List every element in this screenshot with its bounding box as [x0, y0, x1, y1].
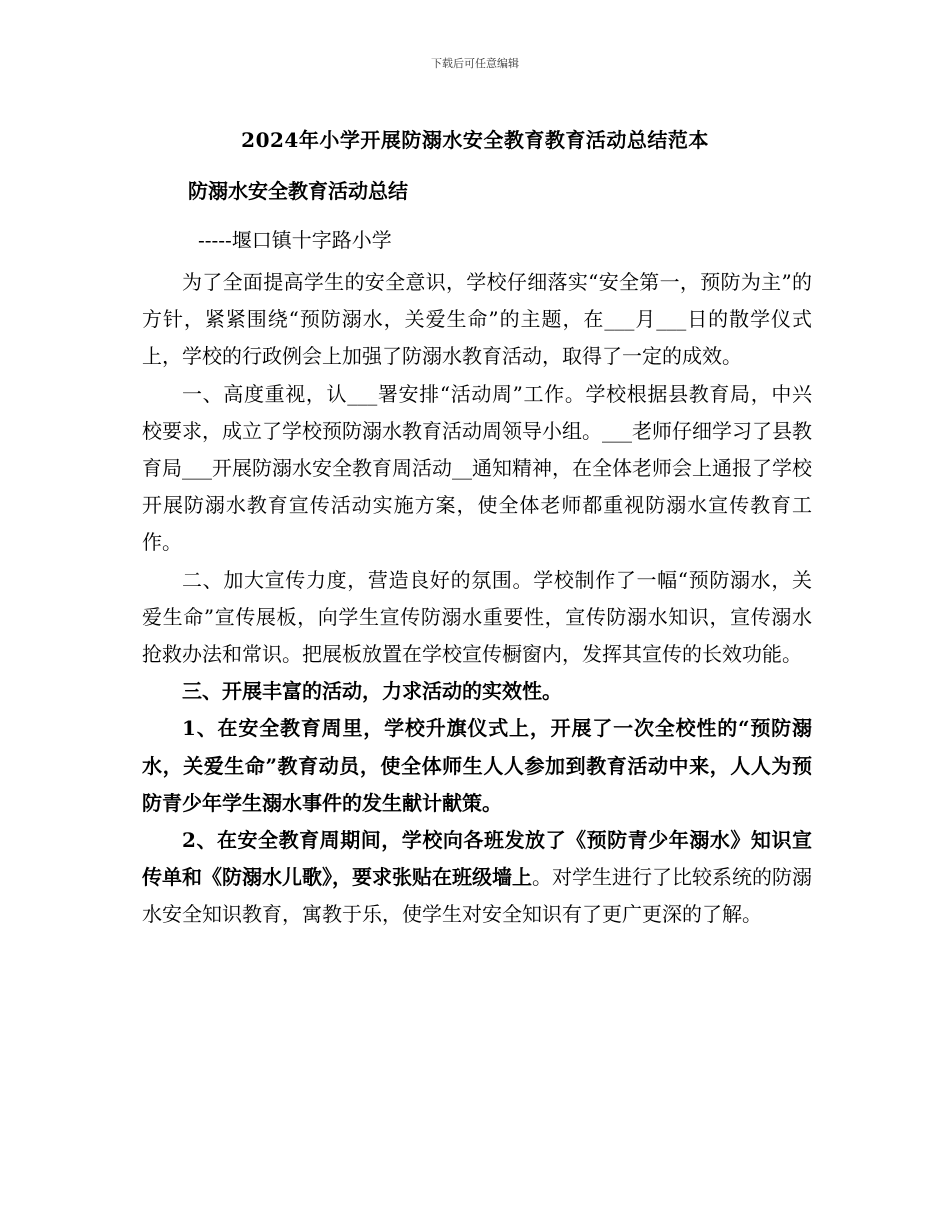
paragraph-item-two: [142, 822, 812, 934]
paragraph-item-one: 1、在安全教育周里，学校升旗仪式上，开展了一次全校性的“预防溺水，关爱生命”教育动员，使全体师生人人参加到教育活动中来，人人为预防青少年学生溺水事件的发生献计献策。: [142, 716, 812, 815]
paragraph-section-two: 二、加大宣传力度，营造良好的氛围。学校制作了一幅“预防溺水，关爱生命”宣传展板，向学生宣传防溺水重要性，宣传防溺水知识，宣传溺水抢救办法和常识。把展板放置在学校宣传橱窗内，发挥其宣传的长效功能。: [142, 567, 812, 667]
paragraph-item-two-normal: 。对学生进行了比较系统的防溺水安全知识教育，寓教于乐，使学生对安全知识有了更广更深的了解。: [142, 865, 812, 927]
document-title: 2024年小学开展防溺水安全教育教育活动总结范本: [241, 128, 709, 152]
document-author: -----堰口镇十字路小学: [198, 228, 392, 252]
paragraph-item-two-bold: 2、在安全教育周期间，学校向各班发放了《预防青少年溺水》知识宣传单和《防溺水儿歌》，要求张贴在班级墙上: [142, 828, 812, 890]
page-header-note: 下载后可任意编辑: [431, 57, 519, 70]
paragraph-section-three-heading: 三、开展丰富的活动，力求活动的实效性。: [182, 679, 562, 704]
document-body: [142, 264, 812, 934]
paragraph-intro: 为了全面提高学生的安全意识，学校仔细落实“安全第一，预防为主”的方针，紧紧围绕“预防溺水，关爱生命”的主题，在___月___日的散学仪式上，学校的行政例会上加强了防溺水教育活动，取得了一定的成效。: [142, 270, 812, 369]
paragraph-section-one: 一、高度重视，认___署安排“活动周”工作。学校根据县教育局，中兴校要求，成立了学校预防溺水教育活动周领导小组。___老师仔细学习了县教育局___开展防溺水安全教育周活动__通知精神，在全体老师会上通报了学校开展防溺水教育宣传活动实施方案，使全体老师都重视防溺水宣传教育工作。: [142, 381, 812, 555]
document-subtitle: 防溺水安全教育活动总结: [188, 179, 408, 203]
